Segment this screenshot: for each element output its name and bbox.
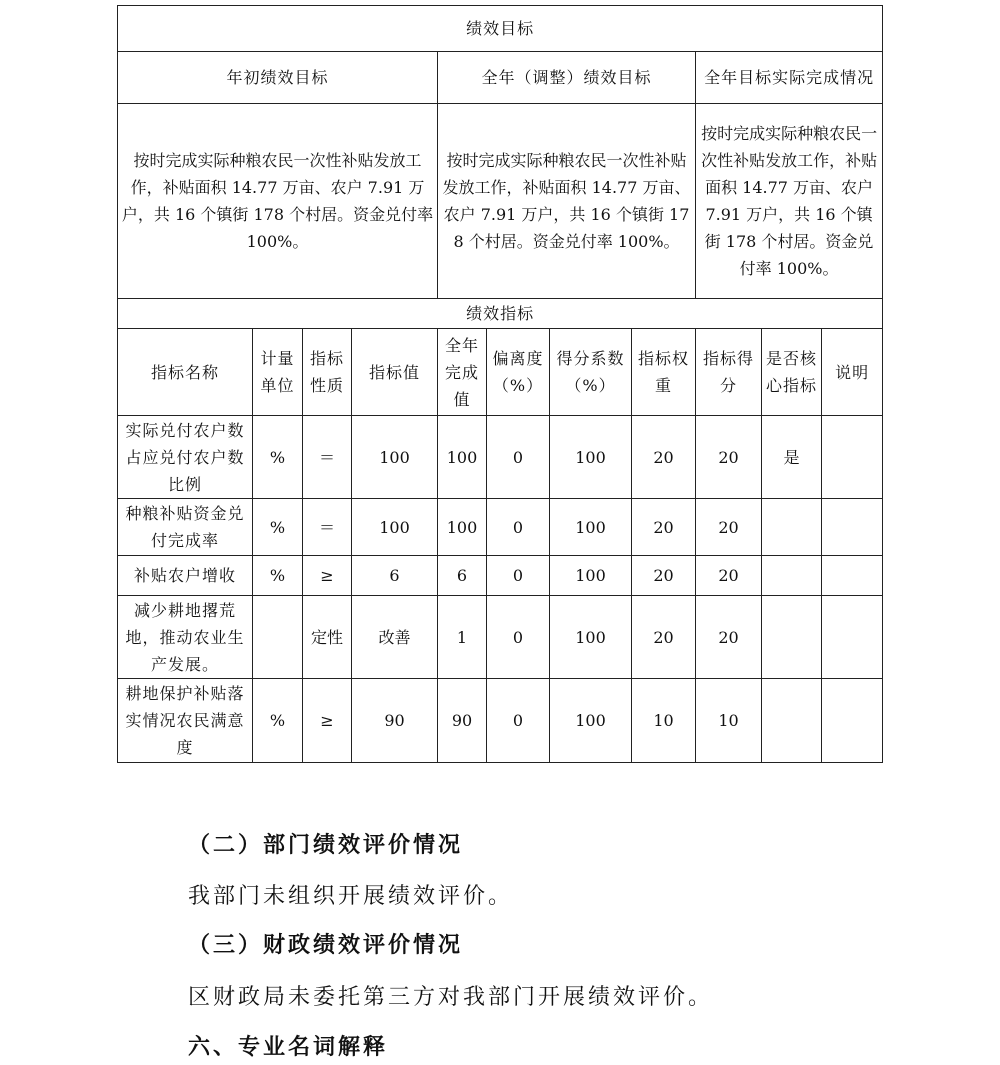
score-coefficient-cell: 100 — [550, 416, 632, 499]
fin-eval-heading: （三）财政绩效评价情况 — [188, 933, 464, 958]
indicator-name: 耕地保护补贴落实情况农民满意度 — [118, 679, 253, 763]
actual-completion-text: 按时完成实际种粮农民一次性补贴发放工作，补贴面积 14.77 万亩、农户 7.91 万户，共 16 个镇街 178 个村居。资金兑付率 100%。 — [696, 104, 883, 299]
adjusted-goal-text: 按时完成实际种粮农民一次性补贴发放工作，补贴面积 14.77 万亩、农户 7.91 万户，共 16 个镇街 178 个村居。资金兑付率 100%。 — [438, 104, 696, 299]
deviation-cell: 0 — [487, 416, 550, 499]
notes-cell — [822, 499, 883, 556]
is-core-cell: 是 — [762, 416, 822, 499]
nature-cell: ＝ — [303, 499, 352, 556]
score-cell: 20 — [696, 499, 762, 556]
col-score: 指标得分 — [696, 329, 762, 416]
unit-cell: % — [253, 416, 303, 499]
score-coefficient-cell: 100 — [550, 679, 632, 763]
goals-title: 绩效目标 — [118, 6, 883, 52]
weight-cell: 20 — [632, 416, 696, 499]
notes-cell — [822, 679, 883, 763]
completed-value-cell: 90 — [438, 679, 487, 763]
score-cell: 20 — [696, 556, 762, 596]
notes-cell — [822, 556, 883, 596]
completed-value-cell: 1 — [438, 596, 487, 679]
table-row — [118, 499, 883, 556]
score-coefficient-cell: 100 — [550, 596, 632, 679]
col-weight: 指标权重 — [632, 329, 696, 416]
unit-cell — [253, 596, 303, 679]
col-notes: 说明 — [822, 329, 883, 416]
unit-cell: % — [253, 499, 303, 556]
is-core-cell — [762, 596, 822, 679]
indicator-name: 补贴农户增收 — [118, 556, 253, 596]
deviation-cell: 0 — [487, 499, 550, 556]
performance-table — [117, 5, 883, 763]
target-value-cell: 100 — [352, 416, 438, 499]
score-cell: 20 — [696, 416, 762, 499]
is-core-cell — [762, 679, 822, 763]
completed-value-cell: 100 — [438, 416, 487, 499]
table-row — [118, 416, 883, 499]
weight-cell: 20 — [632, 596, 696, 679]
adjusted-goal-header: 全年（调整）绩效目标 — [438, 52, 696, 104]
nature-cell: ≥ — [303, 556, 352, 596]
deviation-cell: 0 — [487, 556, 550, 596]
completed-value-cell: 100 — [438, 499, 487, 556]
fin-eval-text: 区财政局未委托第三方对我部门开展绩效评价。 — [188, 985, 714, 1010]
target-value-cell: 100 — [352, 499, 438, 556]
weight-cell: 10 — [632, 679, 696, 763]
notes-cell — [822, 596, 883, 679]
score-coefficient-cell: 100 — [550, 499, 632, 556]
glossary-heading: 六、专业名词解释 — [188, 1035, 389, 1060]
nature-cell: 定性 — [303, 596, 352, 679]
initial-goal-text: 按时完成实际种粮农民一次性补贴发放工作，补贴面积 14.77 万亩、农户 7.91 万户，共 16 个镇街 178 个村居。资金兑付率 100%。 — [118, 104, 438, 299]
table-row — [118, 556, 883, 596]
notes-cell — [822, 416, 883, 499]
weight-cell: 20 — [632, 499, 696, 556]
target-value-cell: 90 — [352, 679, 438, 763]
target-value-cell: 6 — [352, 556, 438, 596]
indicator-name: 实际兑付农户数占应兑付农户数比例 — [118, 416, 253, 499]
actual-completion-header: 全年目标实际完成情况 — [696, 52, 883, 104]
score-coefficient-cell: 100 — [550, 556, 632, 596]
nature-cell: ＝ — [303, 416, 352, 499]
indicators-title: 绩效指标 — [118, 299, 883, 329]
indicator-name: 种粮补贴资金兑付完成率 — [118, 499, 253, 556]
col-unit: 计量单位 — [253, 329, 303, 416]
is-core-cell — [762, 499, 822, 556]
weight-cell: 20 — [632, 556, 696, 596]
col-indicator-name: 指标名称 — [118, 329, 253, 416]
nature-cell: ≥ — [303, 679, 352, 763]
col-deviation: 偏离度（%） — [487, 329, 550, 416]
completed-value-cell: 6 — [438, 556, 487, 596]
unit-cell: % — [253, 679, 303, 763]
dept-eval-heading: （二）部门绩效评价情况 — [188, 833, 464, 858]
table-row — [118, 679, 883, 763]
deviation-cell: 0 — [487, 679, 550, 763]
score-cell: 10 — [696, 679, 762, 763]
col-nature: 指标性质 — [303, 329, 352, 416]
table-row — [118, 596, 883, 679]
initial-goal-header: 年初绩效目标 — [118, 52, 438, 104]
indicator-name: 减少耕地撂荒地，推动农业生产发展。 — [118, 596, 253, 679]
col-score-coefficient: 得分系数（%） — [550, 329, 632, 416]
unit-cell: % — [253, 556, 303, 596]
deviation-cell: 0 — [487, 596, 550, 679]
is-core-cell — [762, 556, 822, 596]
col-target-value: 指标值 — [352, 329, 438, 416]
col-is-core: 是否核心指标 — [762, 329, 822, 416]
score-cell: 20 — [696, 596, 762, 679]
target-value-cell: 改善 — [352, 596, 438, 679]
col-completed-value: 全年完成值 — [438, 329, 487, 416]
dept-eval-text: 我部门未组织开展绩效评价。 — [188, 884, 514, 909]
